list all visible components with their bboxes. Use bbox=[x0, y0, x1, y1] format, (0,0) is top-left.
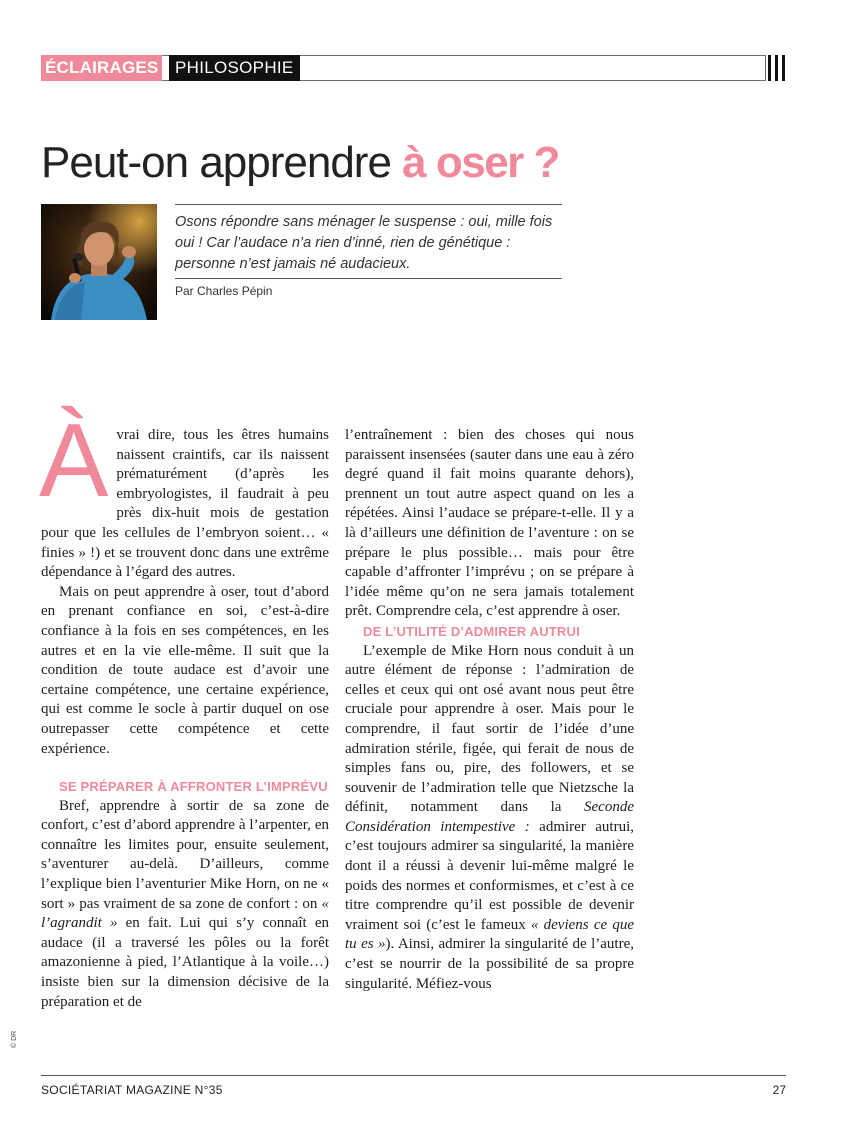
paragraph: Bref, apprendre à sortir de sa zone de confort, c’est d’abord apprendre à l’arpenter, en connaître les limites pour, ensuite seulement, s’aventurer au-delà. D’ailleurs, comme l’explique bien l’aventurier Mike Horn, on ne « sort » pas vraiment de sa zone de confort : on « l’agrandit » en fait. Lui qui s’y connaît en audace (il a traversé les pôles ou la forêt amazonienne à pied, l’Atlantique à la voile…) insiste bien sur la dimension décisive de la préparation et de bbox=[41, 797, 329, 1010]
drop-cap: À bbox=[39, 403, 109, 519]
photo-credit: © DR bbox=[11, 1030, 18, 1048]
article-column-1 bbox=[39, 403, 329, 1012]
paragraph: L’exemple de Mike Horn nous conduit à un autre élément de réponse : l’admiration de celles et ceux qui ont osé avant nous peut être cruciale pour apprendre à oser. Mais pour le comprendre, il faut sortir de l’idée d’une admiration stérile, figée, qui ferait de nous de simples fans ou, pire, des followers, et se souvenir de l’admiration telle que Nietzsche la définit, notamment dans la Seconde Considération intempestive : admirer autrui, c’est toujours admirer sa singularité, la manière dont il a réussi à devenir lui-même malgré le poids des normes et conformismes, et c’est à ce titre comprendre qu’il est possible de devenir vraiment soi (c’est le fameux « deviens ce que tu es »). Ainsi, admirer la singularité de l’autre, c’est se nourrir de la possibilité de sa propre singularité. Méfiez-vous bbox=[345, 642, 634, 992]
article-lead: Osons répondre sans ménager le suspense : oui, mille fois oui ! Car l’audace n’a rien d’inné, rien de génétique : personne n’est jamais né audacieux. bbox=[175, 214, 553, 272]
magazine-name: SOCIÉTARIAT MAGAZINE N°35 bbox=[41, 1083, 223, 1097]
lead-top-rule bbox=[175, 204, 562, 205]
author-photo-icon bbox=[41, 204, 157, 320]
lead-bottom-rule bbox=[175, 278, 562, 279]
section-subhead: DE L’UTILITÉ D’ADMIRER AUTRUI bbox=[363, 623, 580, 639]
section-header bbox=[41, 55, 786, 81]
header-bars-ornament bbox=[768, 55, 786, 81]
section-subhead: SE PRÉPARER À AFFRONTER L’IMPRÉVU bbox=[59, 779, 328, 795]
title-main: Peut-on apprendre bbox=[41, 138, 403, 187]
category-tag: PHILOSOPHIE bbox=[169, 55, 300, 81]
paragraph: Mais on peut apprendre à oser, tout d’abord en prenant confiance en soi, c’est-à-dire confiance à la fois en ses compétences, en les autres et en la vie elle-même. Il suit que la condition de toute audace est d’avoir une certaine compétence, une certaine expérience, qui est comme le socle à partir duquel on ose outrepasser cette compétence et cette expérience. bbox=[41, 583, 329, 757]
page-number: 27 bbox=[772, 1083, 786, 1097]
title-accent: à oser ? bbox=[402, 138, 559, 187]
article-title bbox=[41, 138, 559, 188]
article-column-2 bbox=[345, 426, 634, 994]
footer-rule bbox=[41, 1075, 786, 1076]
paragraph: l’entraînement : bien des choses qui nous paraissent insensées (sauter dans une eau à zéro degré quand il fait moins quarante dehors), prennent un tout autre aspect quand on les a répétées. Ainsi l’audace se prépare-t-elle. Il y a là d’ailleurs une définition de l’aventure : on se prépare le plus possible… mais pour être capable d’affronter l’imprévu ; on se prépare à l’idée même qu’on ne sera jamais totalement prêt. Comprendre cela, c’est apprendre à oser. bbox=[345, 427, 634, 620]
section-tag: ÉCLAIRAGES bbox=[41, 55, 162, 81]
paragraph: À vrai dire, tous les êtres humains naissent craintifs, car ils naissent prématurément (d’après les embryologistes, il faudrait à peu près dix-huit mois de gestation pour que les cellules de l’embryon soient… « finies » !) et se trouvent donc dans une extrême dépendance à l’égard des autres. bbox=[39, 403, 329, 581]
byline: Par Charles Pépin bbox=[175, 284, 273, 298]
author-photo bbox=[41, 204, 157, 320]
